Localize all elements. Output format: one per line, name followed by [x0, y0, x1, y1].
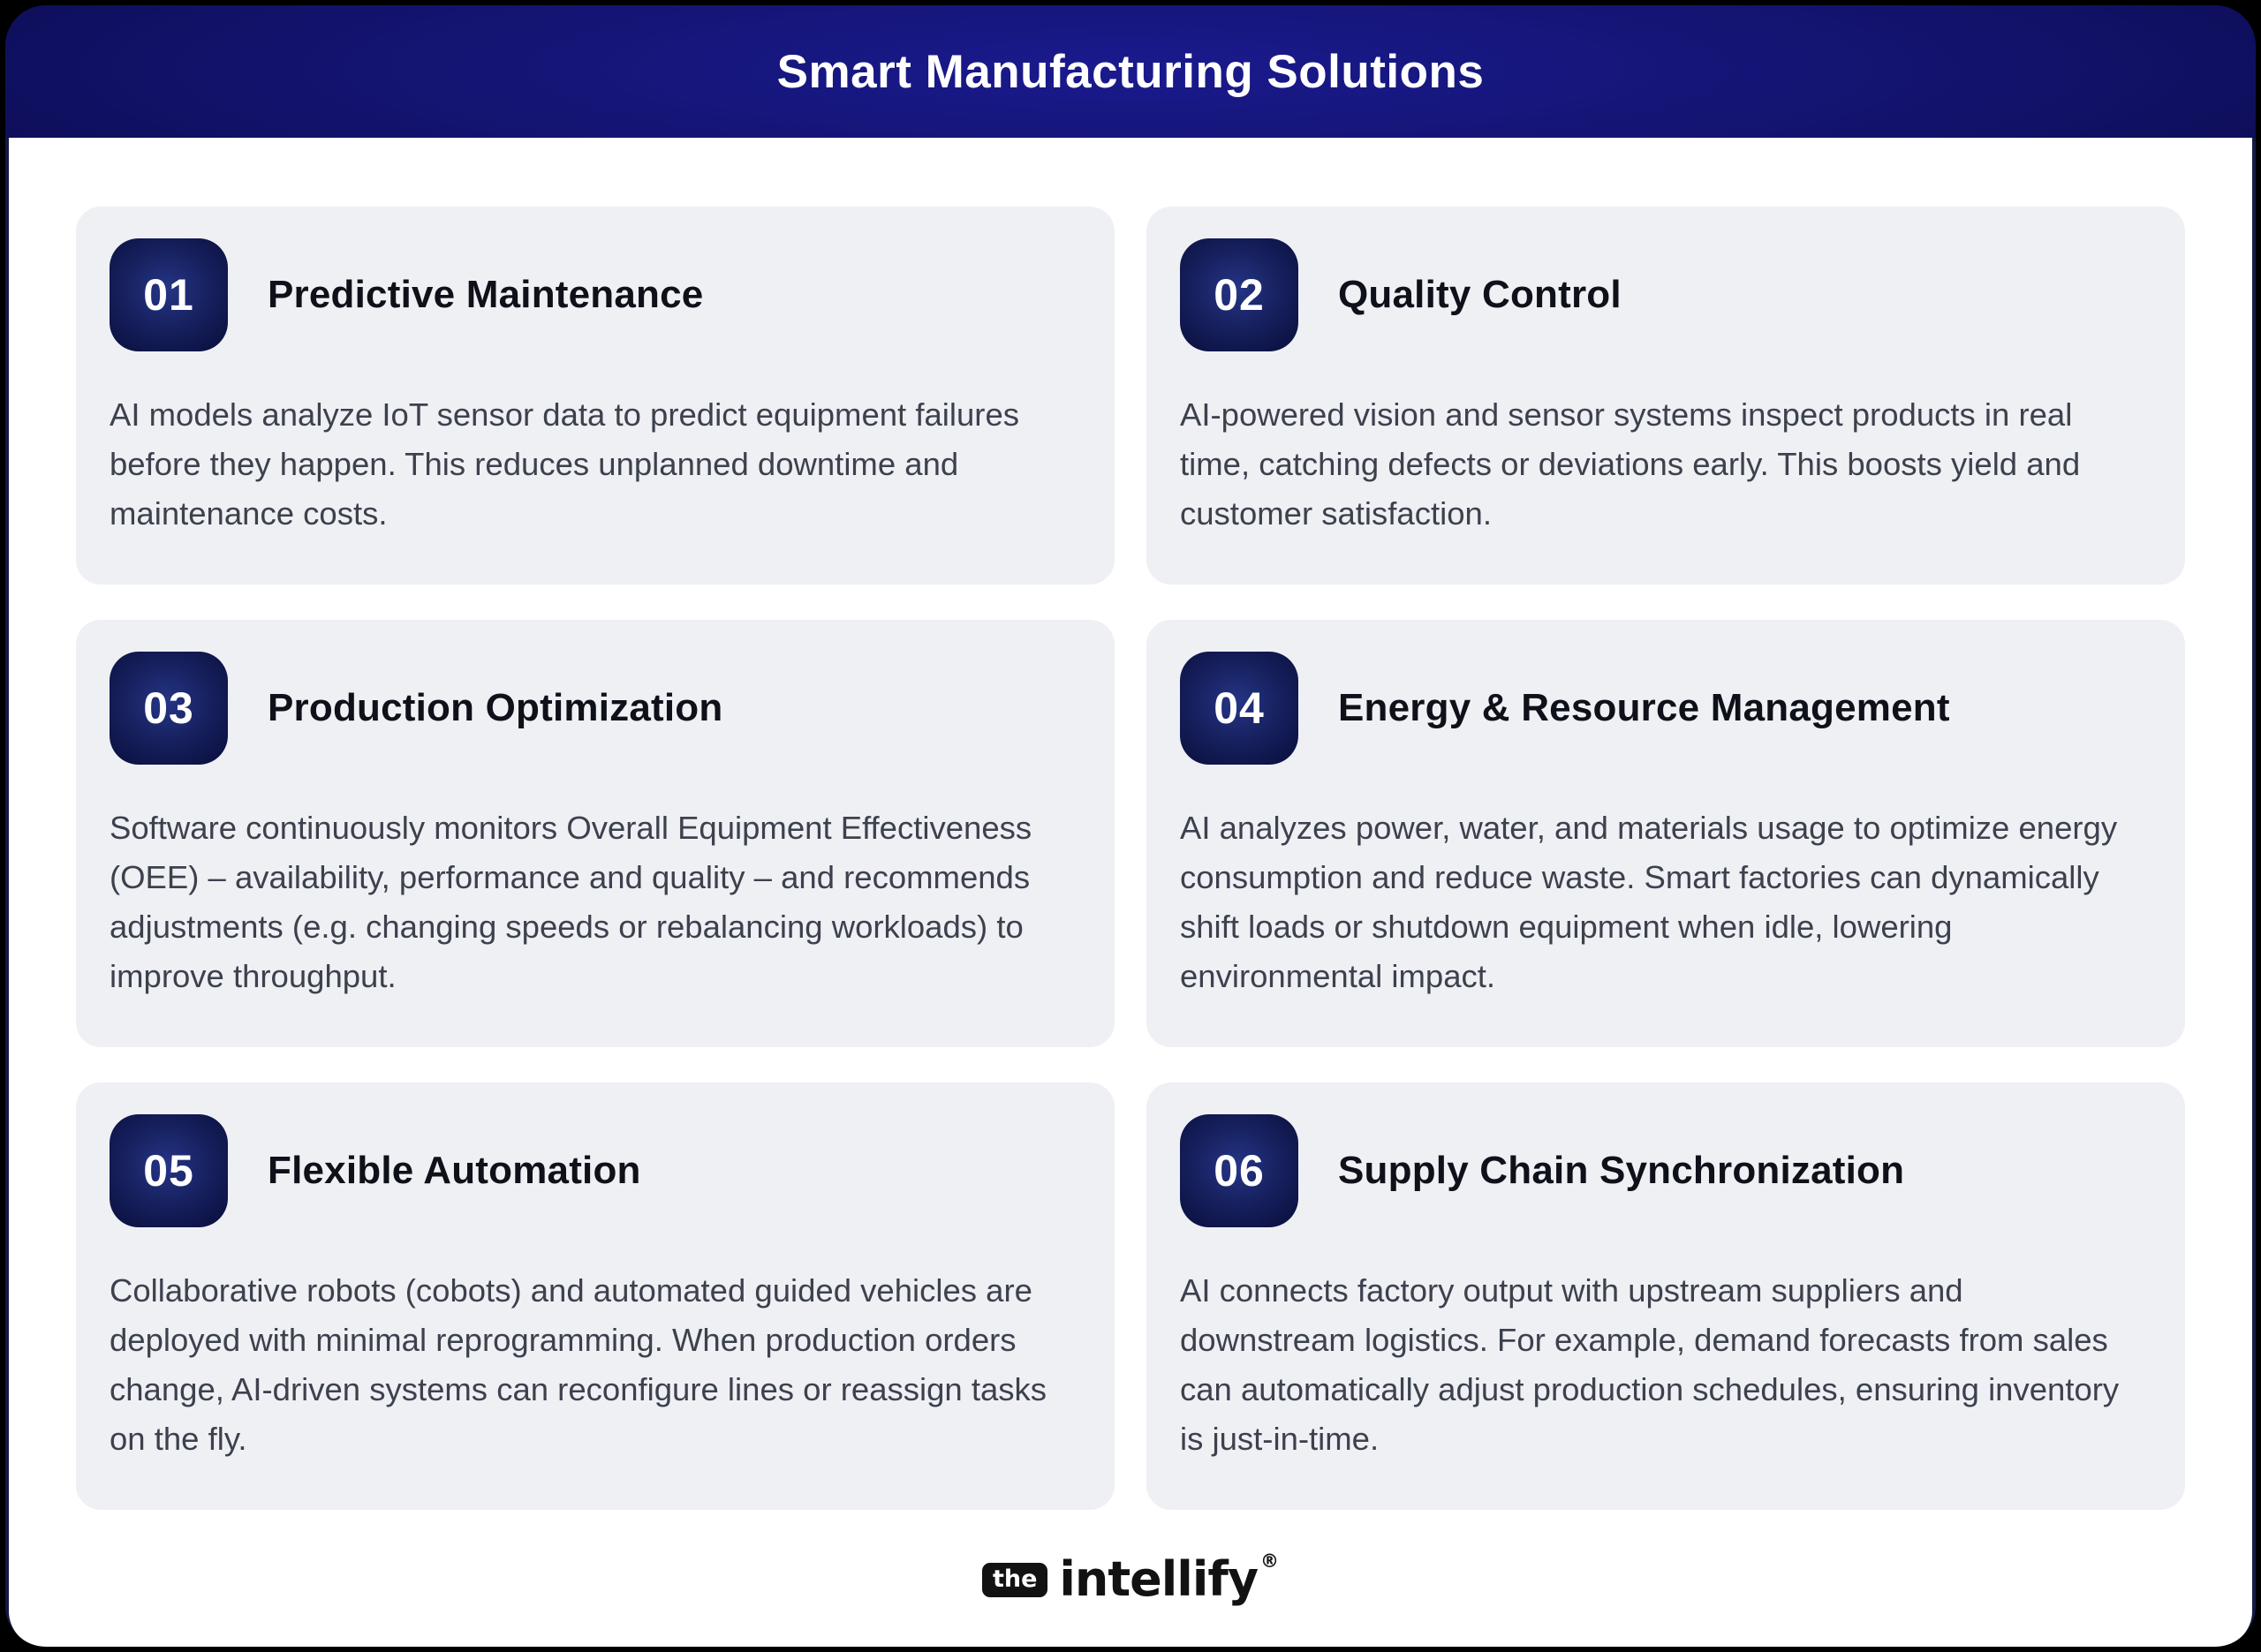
- card-number: 01: [143, 270, 194, 320]
- card-header: [1180, 652, 2144, 765]
- card-production-optimization: [76, 620, 1115, 1047]
- card-header: [110, 238, 1074, 351]
- card-header: [1180, 1114, 2144, 1227]
- header-banner: [5, 5, 2256, 138]
- card-header: [110, 652, 1074, 765]
- cards-grid: [76, 207, 2185, 1510]
- registered-trademark-icon: ®: [1260, 1550, 1280, 1572]
- card-title: Energy & Resource Management: [1338, 686, 1950, 729]
- page-frame: [5, 5, 2256, 1647]
- page-title: Smart Manufacturing Solutions: [776, 45, 1485, 98]
- card-number-badge: [1180, 1114, 1298, 1227]
- card-description: Software continuously monitors Overall Equipment Effectiveness (OEE) – availability, performance and quality – and recommends adjustments (e.g. changing speeds or rebalancing workloads) to improve throughput.: [110, 810, 1032, 994]
- card-description: AI connects factory output with upstream suppliers and downstream logistics. For example, demand forecasts from sales can automatically adjust production schedules, ensuring inventory is just-in-time.: [1180, 1272, 2120, 1457]
- card-title: Flexible Automation: [268, 1149, 641, 1192]
- card-number: 02: [1214, 270, 1265, 320]
- logo-wordmark: intellify: [1059, 1551, 1259, 1607]
- card-number-badge: [110, 652, 228, 765]
- footer: [76, 1510, 2185, 1607]
- card-title: Production Optimization: [268, 686, 723, 729]
- card-number-badge: [1180, 652, 1298, 765]
- card-number: 06: [1214, 1146, 1265, 1196]
- card-title: Quality Control: [1338, 273, 1622, 316]
- logo-the-badge: the: [982, 1563, 1047, 1597]
- card-description: Collaborative robots (cobots) and automated guided vehicles are deployed with minimal reprogramming. When production orders change, AI-driven systems can reconfigure lines or reassign tasks on the fly.: [110, 1272, 1047, 1457]
- card-number: 05: [143, 1146, 194, 1196]
- card-title: Supply Chain Synchronization: [1338, 1149, 1905, 1192]
- card-supply-chain-synchronization: [1146, 1082, 2185, 1510]
- card-header: [1180, 238, 2144, 351]
- intellify-logo: [982, 1550, 1280, 1607]
- content-area: [9, 138, 2252, 1647]
- card-number-badge: [110, 238, 228, 351]
- card-description: AI models analyze IoT sensor data to predict equipment failures before they happen. This reduces unplanned downtime and maintenance costs.: [110, 396, 1020, 532]
- logo-wordmark-wrap: [1059, 1550, 1280, 1607]
- card-number-badge: [1180, 238, 1298, 351]
- card-description: AI analyzes power, water, and materials usage to optimize energy consumption and reduce waste. Smart factories can dynamically shift loads or shutdown equipment when idle, lowering environmental impact.: [1180, 810, 2118, 994]
- card-title: Predictive Maintenance: [268, 273, 704, 316]
- card-predictive-maintenance: [76, 207, 1115, 585]
- card-number: 03: [143, 683, 194, 733]
- card-flexible-automation: [76, 1082, 1115, 1510]
- card-description: AI-powered vision and sensor systems inspect products in real time, catching defects or deviations early. This boosts yield and customer satisfaction.: [1180, 396, 2081, 532]
- card-number: 04: [1214, 683, 1265, 733]
- card-number-badge: [110, 1114, 228, 1227]
- card-header: [110, 1114, 1074, 1227]
- card-energy-resource-management: [1146, 620, 2185, 1047]
- card-quality-control: [1146, 207, 2185, 585]
